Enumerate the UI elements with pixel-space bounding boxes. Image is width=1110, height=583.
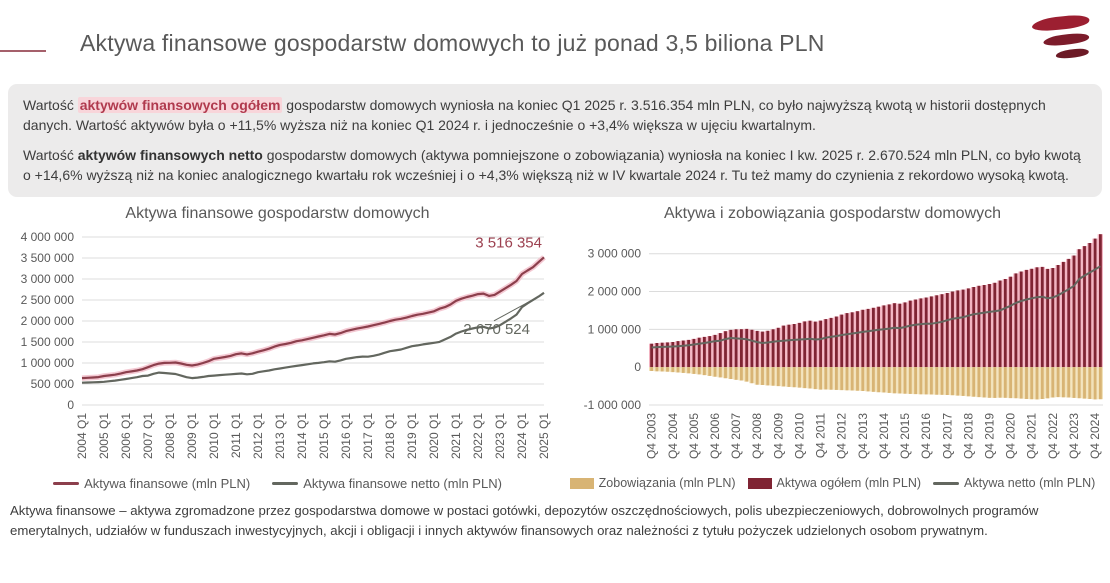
svg-text:Q4 2008: Q4 2008 (750, 413, 765, 460)
right-chart (555, 203, 1110, 491)
svg-text:2005 Q1: 2005 Q1 (97, 413, 111, 460)
right-chart-svg (555, 225, 1110, 475)
svg-text:2 000 000: 2 000 000 (587, 284, 641, 299)
right-chart-legend (555, 476, 1110, 490)
svg-text:2010 Q1: 2010 Q1 (207, 413, 221, 460)
svg-text:Q4 2006: Q4 2006 (707, 413, 722, 460)
left-chart-svg (0, 225, 555, 475)
svg-text:Q4 2017: Q4 2017 (940, 413, 955, 460)
legend-label: Aktywa ogółem (mln PLN) (776, 476, 922, 491)
svg-text:4 000 000: 4 000 000 (20, 230, 74, 245)
page-title: Aktywa finansowe gospodarstw domowych to już ponad 3,5 biliona PLN (80, 30, 825, 56)
svg-text:2 000 000: 2 000 000 (20, 314, 74, 329)
legend-item-zobowiazania (570, 476, 736, 490)
svg-text:2023 Q1: 2023 Q1 (493, 413, 507, 460)
summary-paragraph-2 (23, 145, 1087, 186)
svg-text:Q4 2003: Q4 2003 (644, 413, 659, 460)
svg-text:Q4 2009: Q4 2009 (771, 413, 786, 460)
svg-text:Q4 2015: Q4 2015 (898, 413, 913, 460)
logo-bar-bottom (1054, 47, 1092, 60)
svg-text:3 000 000: 3 000 000 (20, 272, 74, 287)
charts-row (0, 203, 1110, 491)
svg-text:2016 Q1: 2016 Q1 (339, 413, 353, 460)
svg-text:0: 0 (634, 360, 641, 375)
legend-rect-swatch-maroon (748, 478, 772, 489)
footnote: Aktywa finansowe – aktywa zgromadzone przez gospodarstwa domowe w postaci gotówki, depozytów oszczędnościowych, polis ubezpieczeniowych, dobrowolnych programów emerytalnych, udziałów w funduszach inwestycyjnych, akcji i obligacji i innych aktywów finansowych oraz należności z tytułu pożyczek udzielonych osobom prywatnym. (10, 503, 1039, 538)
svg-text:2024 Q1: 2024 Q1 (515, 413, 529, 460)
logo-bar-middle (1041, 31, 1092, 47)
svg-text:2014 Q1: 2014 Q1 (295, 413, 309, 460)
p1-highlighted-phrase: aktywów finansowych ogółem (79, 97, 281, 113)
svg-text:3 516 354: 3 516 354 (475, 234, 542, 252)
svg-text:1 000 000: 1 000 000 (587, 322, 641, 337)
svg-text:2012 Q1: 2012 Q1 (251, 413, 265, 460)
svg-text:2022 Q1: 2022 Q1 (471, 413, 485, 460)
svg-text:2025 Q1: 2025 Q1 (537, 413, 551, 460)
svg-text:Q4 2018: Q4 2018 (961, 413, 976, 460)
svg-text:Q4 2005: Q4 2005 (686, 413, 701, 460)
svg-text:2011 Q1: 2011 Q1 (229, 413, 243, 459)
title-accent-dash (0, 50, 46, 52)
left-chart-legend (0, 476, 555, 491)
svg-text:2 500 000: 2 500 000 (20, 293, 74, 308)
svg-text:Q4 2022: Q4 2022 (1045, 413, 1060, 460)
svg-text:-1 000 000: -1 000 000 (583, 398, 641, 413)
svg-text:Q4 2023: Q4 2023 (1066, 413, 1081, 460)
svg-text:1 500 000: 1 500 000 (20, 335, 74, 350)
p1-prefix: Wartość (23, 97, 78, 113)
svg-text:2017 Q1: 2017 Q1 (361, 413, 375, 460)
brand-logo-icon (1034, 16, 1088, 58)
svg-text:2019 Q1: 2019 Q1 (405, 413, 419, 460)
svg-text:Q4 2014: Q4 2014 (876, 413, 891, 460)
svg-text:2004 Q1: 2004 Q1 (75, 413, 89, 460)
legend-item-aktywa-finansowe-netto (272, 476, 502, 491)
svg-text:2006 Q1: 2006 Q1 (119, 413, 133, 460)
p2-prefix: Wartość (23, 146, 78, 163)
legend-label: Aktywa finansowe (mln PLN) (84, 476, 251, 492)
legend-item-aktywa-finansowe (53, 476, 250, 491)
svg-text:Q4 2013: Q4 2013 (855, 413, 870, 460)
svg-text:Q4 2019: Q4 2019 (982, 413, 997, 460)
legend-label: Zobowiązania (mln PLN) (598, 476, 736, 491)
p1-rest: gospodarstw domowych wyniosła na koniec Q1 2025 r. 3.516.354 mln PLN, co było najwyższą kwotą w historii dostępnych danych. Wartość aktywów była o +11,5% wyższa niż na koniec Q1 2024 r. i jednocześnie o +3,4% większa w ujęciu kwartalnym. (23, 97, 1046, 134)
summary-paragraph-1 (23, 95, 1087, 136)
legend-label: Aktywa netto (mln PLN) (964, 476, 1096, 491)
svg-text:500 000: 500 000 (30, 377, 74, 392)
left-chart (0, 203, 555, 491)
svg-text:1 000 000: 1 000 000 (20, 356, 74, 371)
svg-text:Q4 2024: Q4 2024 (1088, 413, 1103, 460)
svg-text:Q4 2012: Q4 2012 (834, 413, 849, 460)
svg-text:Q4 2016: Q4 2016 (919, 413, 934, 460)
legend-line-swatch-gray (272, 482, 298, 485)
svg-text:2015 Q1: 2015 Q1 (317, 413, 331, 460)
svg-text:Q4 2020: Q4 2020 (1003, 413, 1018, 460)
svg-text:Q4 2007: Q4 2007 (729, 413, 744, 460)
p2-rest: gospodarstw domowych (aktywa pomniejszone o zobowiązania) wyniosła na koniec I kw. 2025 r. 2.670.524 mln PLN, co było kwotą o +14,6% wyższą niż na koniec analogicznego kwartału rok wcześniej i o +4,3% większą niż w IV kwartale 2024 r. Tu też mamy do czynienia z rekordowo wysoką kwotą. (23, 146, 1081, 183)
svg-text:0: 0 (67, 398, 74, 413)
svg-text:2 670 524: 2 670 524 (463, 321, 530, 339)
legend-item-aktywa-ogolem (748, 476, 922, 490)
legend-label: Aktywa finansowe netto (mln PLN) (303, 476, 502, 492)
svg-text:Q4 2011: Q4 2011 (813, 413, 828, 459)
svg-text:2009 Q1: 2009 Q1 (185, 413, 199, 460)
svg-text:3 000 000: 3 000 000 (587, 246, 641, 261)
svg-text:3 500 000: 3 500 000 (20, 251, 74, 266)
left-chart-title: Aktywa finansowe gospodarstw domowych (125, 205, 430, 223)
right-chart-title: Aktywa i zobowiązania gospodarstw domowych (663, 205, 1002, 223)
p2-bold-phrase: aktywów finansowych netto (77, 146, 263, 163)
svg-text:2018 Q1: 2018 Q1 (383, 413, 397, 460)
svg-text:Q4 2004: Q4 2004 (665, 413, 680, 460)
svg-text:Q4 2010: Q4 2010 (792, 413, 807, 460)
svg-text:2013 Q1: 2013 Q1 (273, 413, 287, 460)
header (0, 0, 1110, 84)
legend-item-aktywa-netto (933, 476, 1095, 490)
svg-text:2020 Q1: 2020 Q1 (427, 413, 441, 460)
legend-rect-swatch-tan (570, 478, 594, 489)
svg-text:2008 Q1: 2008 Q1 (163, 413, 177, 460)
svg-text:2007 Q1: 2007 Q1 (141, 413, 155, 460)
svg-text:Q4 2021: Q4 2021 (1024, 413, 1039, 460)
svg-text:2021 Q1: 2021 Q1 (449, 413, 463, 460)
logo-bar-top (1029, 13, 1094, 33)
summary-box (8, 84, 1102, 197)
legend-line-swatch-gray2 (933, 482, 959, 485)
legend-line-swatch-red (53, 482, 79, 485)
